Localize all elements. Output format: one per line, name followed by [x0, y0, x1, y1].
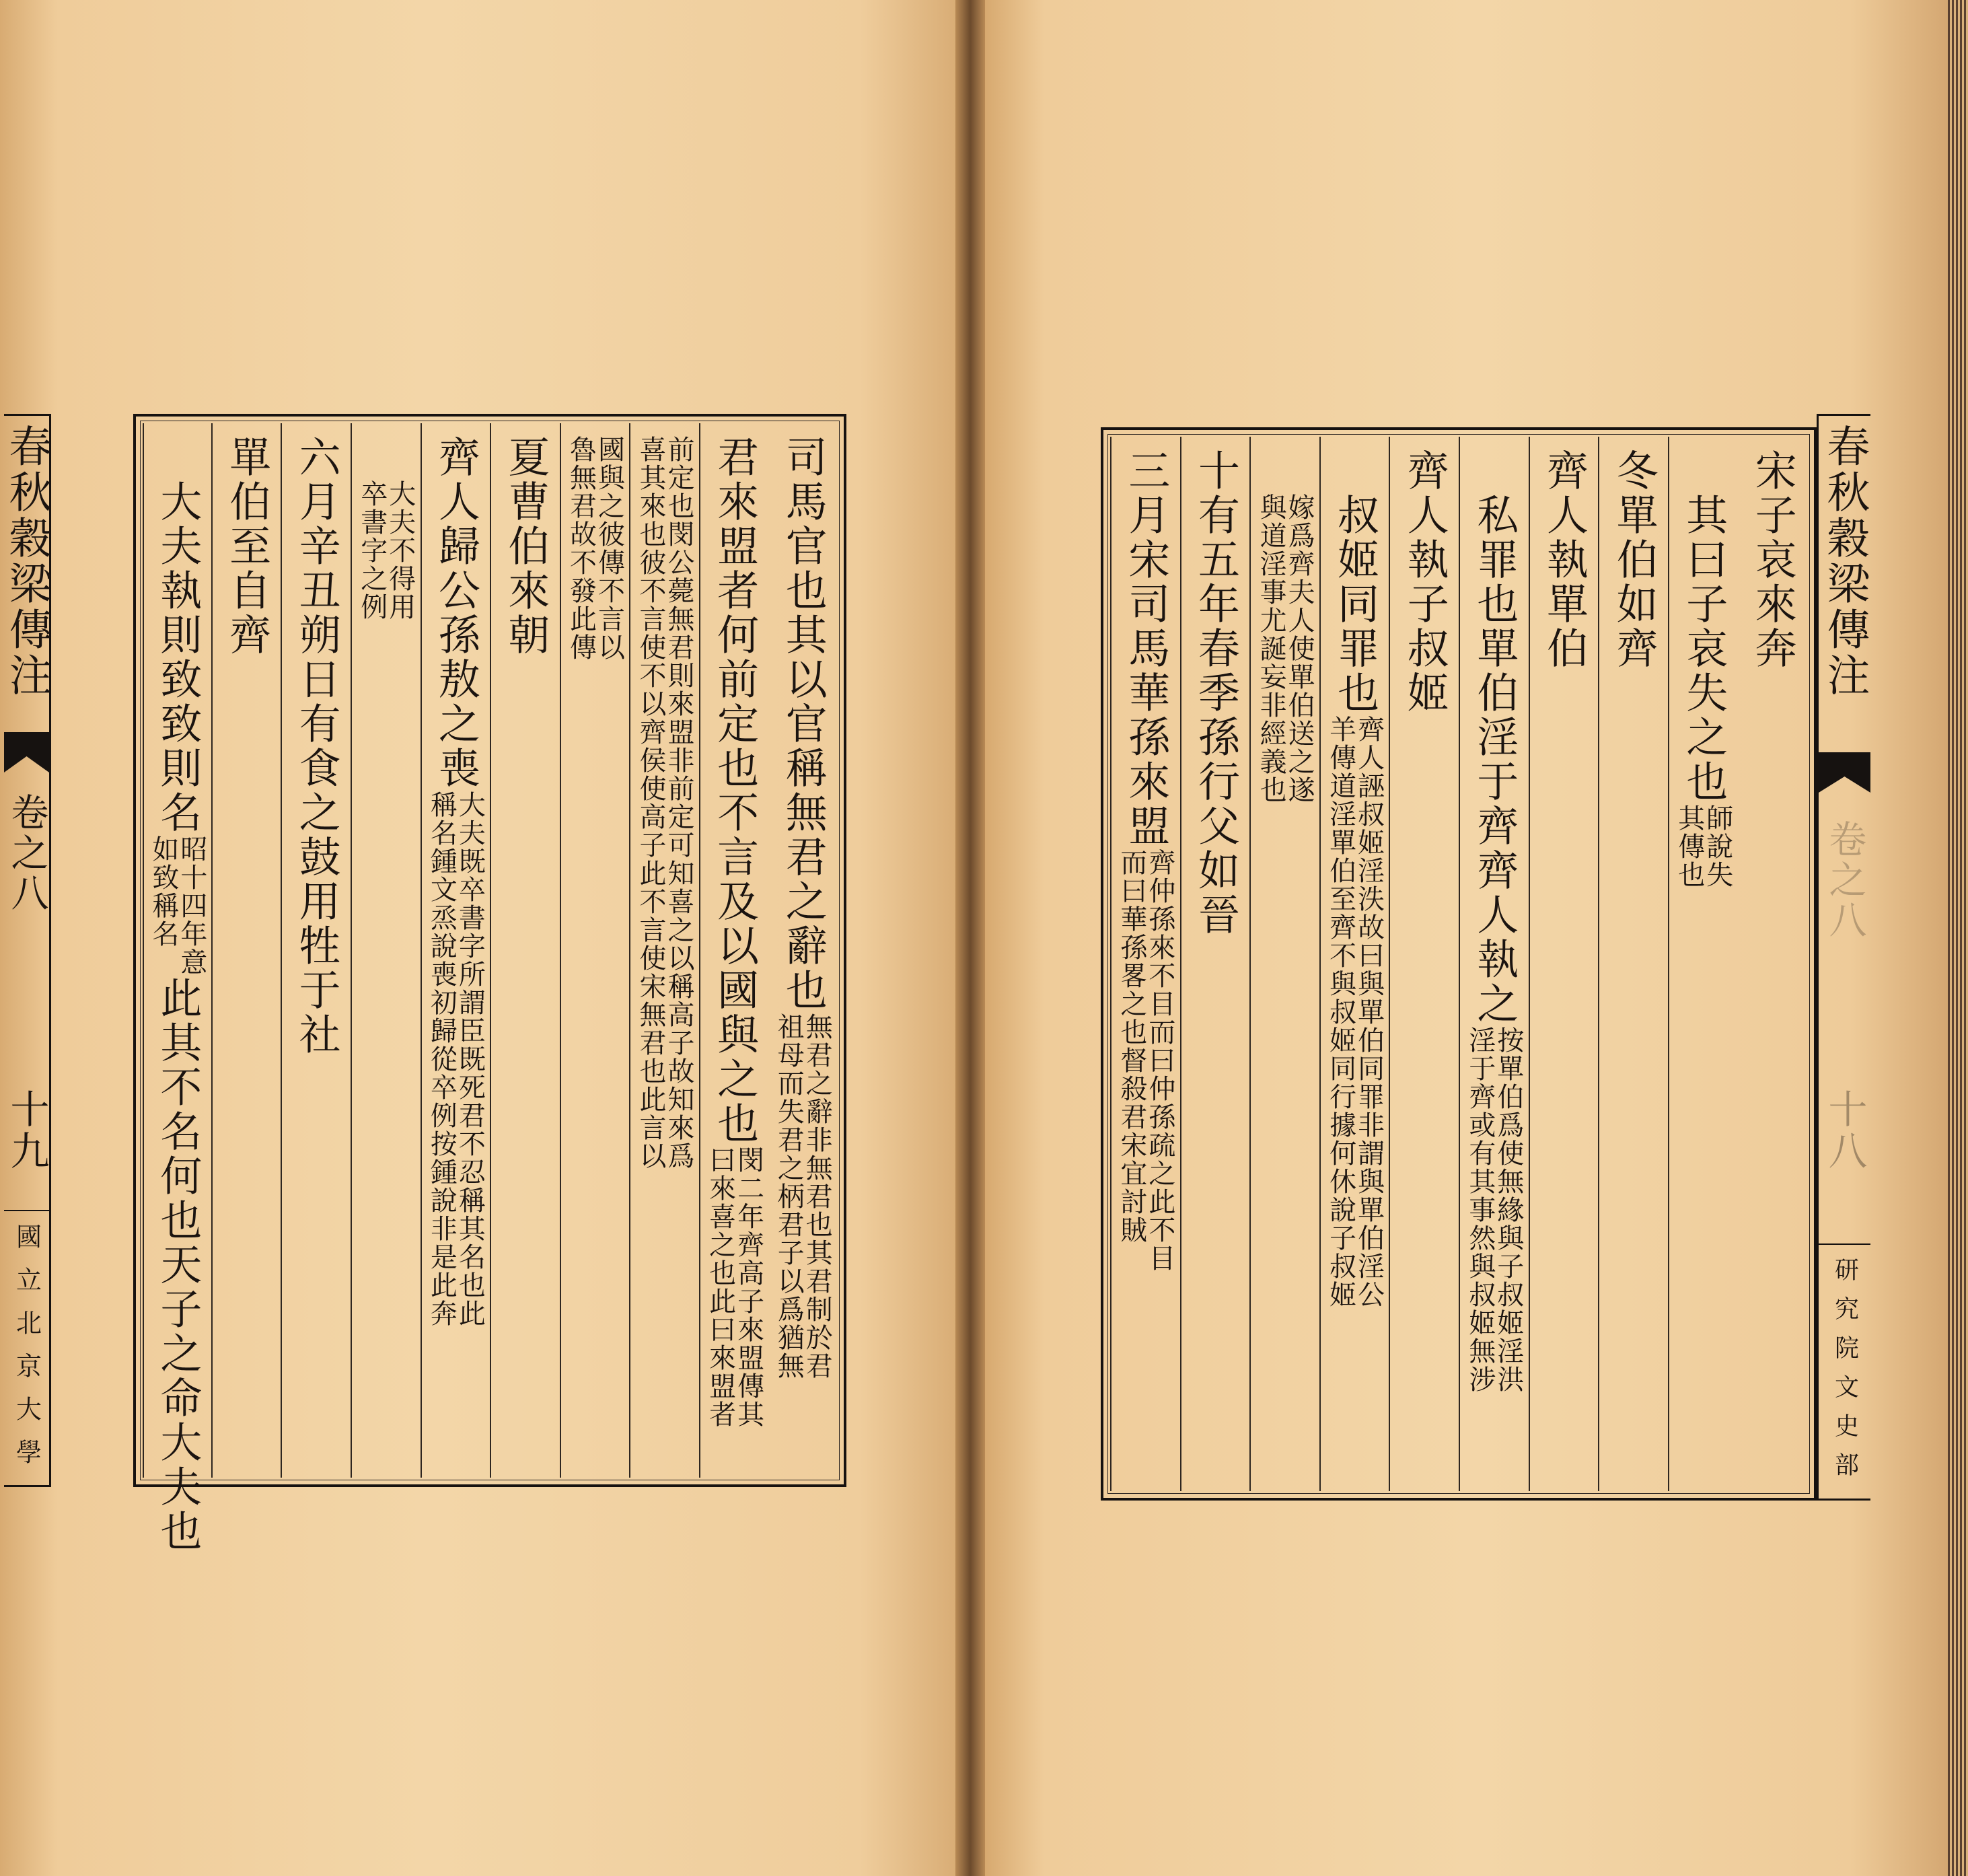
folio-number: 十九 [3, 1089, 50, 1172]
left-col-2 [699, 423, 769, 1478]
left-col-3 [629, 423, 699, 1478]
right-col-4 [1529, 437, 1599, 1491]
right-columns [1110, 437, 1807, 1491]
text-main: 六月辛丑朔日有食之鼓用牲于社 [292, 435, 342, 1057]
text-note: 按單伯爲使無緣與子叔姬淫洪 [1492, 1026, 1524, 1394]
text-note: 祖母而失君之柄君子以爲猶無 [773, 1013, 805, 1380]
left-col-4 [560, 423, 630, 1478]
text-note: 齊仲孫來不目而曰仲孫疏之此不目 [1144, 849, 1175, 1272]
text-main: 單伯至自齊 [222, 435, 272, 657]
right-col-6 [1389, 437, 1459, 1491]
fishtail-mark [1819, 752, 1870, 793]
left-col-6 [421, 423, 490, 1478]
text-main: 私罪也單伯淫于齊齊人執之 [1469, 493, 1519, 1026]
text-main: 齊人執子叔姬 [1400, 449, 1450, 715]
folio-number: 十八 [1821, 1089, 1868, 1172]
text-main: 大夫執則致致則名 [153, 480, 203, 835]
right-col-9 [1180, 437, 1250, 1491]
text-main: 齊人執單伯 [1539, 449, 1589, 671]
margin-divider [4, 1210, 49, 1211]
text-main: 冬單伯如齊 [1609, 449, 1659, 671]
right-page-margin [1817, 414, 1870, 1501]
text-main: 叔姬同罪也 [1330, 493, 1380, 715]
text-note: 大夫不得用 [384, 480, 416, 621]
text-note: 大夫既卒書字所謂臣既死君不忍稱其名也此 [454, 791, 486, 1328]
left-page-margin [1, 414, 52, 1487]
text-note: 無君之辭非無君也其君制於君 [801, 1013, 833, 1380]
right-text-block [1101, 427, 1817, 1501]
left-text-block [133, 414, 846, 1554]
right-col-1 [1738, 437, 1807, 1491]
text-note: 魯無君故不發此傳 [565, 435, 597, 661]
text-main: 十有五年春季孫行父如晉 [1191, 449, 1241, 937]
text-note: 師說失 [1702, 804, 1733, 889]
text-main: 夏曹伯來朝 [501, 435, 550, 657]
text-note: 淫于齊或有其事然與叔姬無涉 [1464, 1026, 1496, 1394]
juan-label: 卷之八 [5, 793, 49, 914]
text-note: 嫁爲齊夫人使單伯送之遂 [1284, 493, 1315, 804]
book-title: 春秋穀梁傳注 [1, 424, 52, 698]
right-col-2 [1668, 437, 1738, 1491]
text-note: 前定也閔公薨無君則來盟非前定可知喜之以稱高子故知來爲 [663, 435, 695, 1170]
left-col-10 [143, 423, 211, 1554]
text-main: 宋子哀來奔 [1748, 449, 1798, 671]
text-main: 其曰子哀失之也 [1679, 493, 1728, 804]
right-col-3 [1598, 437, 1668, 1491]
text-note: 卒書字之例 [356, 480, 388, 621]
margin-divider [1819, 1243, 1870, 1245]
right-col-8 [1249, 437, 1319, 1491]
text-note: 昭十四年意 [176, 835, 207, 976]
press-name: 研究院文史部 [1831, 1257, 1859, 1491]
text-note: 如致稱名 [147, 835, 179, 948]
left-col-7 [351, 423, 421, 1478]
juan-label: 卷之八 [1823, 820, 1867, 941]
text-main: 君來盟者何前定也不言及以國與之也 [710, 435, 760, 1146]
text-note: 喜其來也彼不言使不以齊侯使高子此不言使宋無君也此言以 [635, 435, 667, 1170]
press-name: 國立北京大學 [11, 1223, 42, 1482]
text-main: 此其不名何也天子之命大夫也 [153, 976, 203, 1554]
text-note: 齊人誣叔姬淫泆故曰與單伯同罪非謂與單伯淫公 [1353, 715, 1385, 1309]
text-note: 閔二年齊高子來盟傳其 [733, 1146, 764, 1429]
text-note: 而曰華孫畧之也督殺君宋宜討賊 [1116, 849, 1147, 1244]
left-col-5 [490, 423, 560, 1478]
right-col-10 [1110, 437, 1180, 1491]
text-note: 稱名鍾文烝說喪初歸從卒例按鍾說非是此奔 [426, 791, 458, 1328]
book-gutter [955, 0, 985, 1876]
fishtail-mark [4, 732, 49, 772]
right-col-7 [1319, 437, 1389, 1491]
left-columns [143, 423, 837, 1554]
text-note: 其傳也 [1673, 804, 1705, 889]
left-col-9 [211, 423, 281, 1478]
text-note: 與道淫事尤誕妄非經義也 [1255, 493, 1287, 804]
left-col-8 [281, 423, 351, 1478]
text-main: 司馬官也其以官稱無君之辭也 [778, 435, 828, 1013]
text-main: 三月宋司馬華孫來盟 [1121, 449, 1171, 849]
text-note: 曰來喜之也此曰來盟者 [704, 1146, 736, 1429]
right-page [985, 0, 1968, 1876]
text-note: 羊傳道淫單伯至齊不與叔姬同行據何休說子叔姬 [1325, 715, 1356, 1309]
book-title: 春秋穀梁傳注 [1819, 424, 1870, 698]
left-page [0, 0, 955, 1876]
page-edges [1948, 0, 1968, 1876]
text-note: 國與之彼傳不言以 [593, 435, 625, 661]
left-col-1 [768, 423, 837, 1478]
right-col-5 [1459, 437, 1529, 1491]
text-main: 齊人歸公孫敖之喪 [431, 435, 481, 791]
